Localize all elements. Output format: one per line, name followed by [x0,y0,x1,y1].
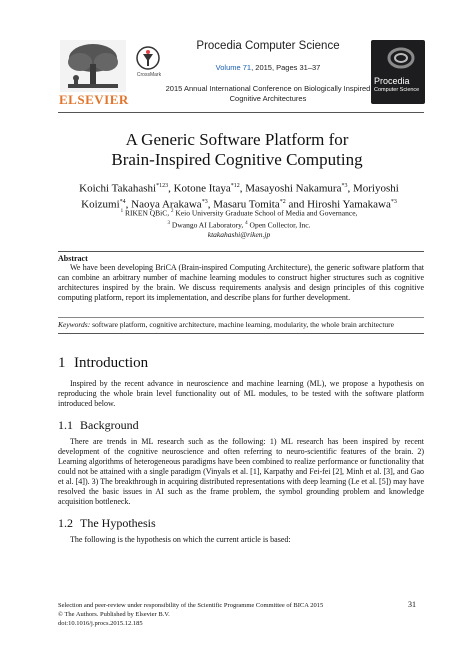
abstract-heading: Abstract [58,254,88,263]
journal-volume [168,63,368,72]
affiliation-sup: 2 [171,209,174,214]
abstract-bottom-rule [58,333,424,334]
footer-review-line: Selection and peer-review under responsibility of the Scientific Programme Committee of BICA 2015 [58,602,324,609]
cover-subtitle: Computer Science [374,87,420,93]
affiliation-text: Dwango AI Laboratory, [170,220,246,229]
background-paragraph: There are trends in ML research such as the following: 1) ML research has been inspired by recent development of the cognitive neuroscience and often referring to neuro-scientific features of the brain. 2) Learning algorithms of heterogeneous paradigms have been combined to realize performance or functionality that could not be attained with a single paradigm (Vinyals et al. [1], Karpathy and Fei-fei [2], Minh et al. [3], and Gao et al. [4]). 3) The breakthrough in acquiring distributed representations with deep learning (Le et al. [5]) may have resolved the basic issues in AI such as the frame problem, the symbol grounding problem and knowledge acquisition bottleneck. [58,437,424,506]
author-affiliation-sup: *3 [201,198,208,205]
cover-title: Procedia [374,76,410,86]
keywords-list: software platform, cognitive architecture, machine learning, modularity, the whole brain architecture [90,320,394,329]
affiliation-sup: 1 [120,209,124,214]
section-heading-background [58,418,139,433]
author-separator: and [285,198,308,211]
title-line-1: A Generic Software Platform for [125,130,349,149]
section-title: The Hypothesis [80,516,156,530]
affiliation-text: Open Collector, Inc. [247,220,311,229]
author-name: Naoya Arakawa [131,198,202,211]
publisher-name: ELSEVIER [59,92,129,107]
header-divider [58,112,424,113]
conference-line-2: Cognitive Architectures [229,94,307,103]
page-number: 31 [408,600,416,609]
author-name: Hiroshi Yamakawa [307,198,391,211]
author-email[interactable]: ktakahashi@riken.jp [207,230,271,239]
author-affiliation-sup: *3 [341,183,348,189]
affiliation-sup: 3 [167,220,171,226]
footer-doi[interactable]: doi:10.1016/j.procs.2015.12.185 [58,620,143,627]
affiliation-text: Keio University Graduate School of Media and Governance, [173,208,358,218]
author-affiliation-sup: *4 [119,198,126,205]
author-separator: , [168,182,174,195]
author-name: Koichi Takahashi [79,182,157,195]
footer-copyright-line: © The Authors. Published by Elsevier B.V. [58,611,170,618]
journal-cover [371,40,425,104]
affiliation-sup: 4 [245,220,248,226]
hypothesis-paragraph: The following is the hypothesis on which the current article is based: [70,535,291,544]
author-separator: , [347,182,353,195]
section-heading-hypothesis [58,516,156,531]
author-name: Masayoshi Nakamura [245,182,342,195]
section-title: Introduction [74,355,149,371]
section-title: Background [80,418,139,432]
author-name: Masaru Tomita [213,198,280,211]
introduction-paragraph: Inspired by the recent advance in neuroscience and machine learning (ML), we propose a hypothesis on reproducing the whole brain level functionality out of ML modules, to be tested with the software platform introduced below. [58,379,424,408]
author-affiliation-sup: *2 [279,198,286,205]
volume-link[interactable]: Volume 71 [215,63,252,72]
author-separator: , [239,182,246,195]
keywords [58,320,424,330]
affiliation-line-2 [58,219,420,231]
title-line-2: Brain-Inspired Cognitive Computing [111,150,363,169]
abstract-text: We have been developing BriCA (Brain-inspired Computing Architecture), the generic software platform that can combine an arbitrary number of machine learning modules to construct higher structures such as cognitive architectures inspired by the brain. We discuss requirements analysis and design principles of this cognitive computing platform, report its implementation, and describe plans for further development. [58,263,424,302]
author-affiliation-sup: *12 [230,183,240,189]
section-number: 1.1 [58,418,73,432]
page-footer [58,601,388,628]
author-affiliation-sup: *3 [390,198,397,205]
volume-pages: , 2015, Pages 31–37 [251,63,321,72]
affiliation-text: RIKEN QBiC, [123,208,171,218]
conference-line-1: 2015 Annual International Conference on Biologically Inspired [165,84,371,93]
crossmark-icon[interactable] [136,46,160,72]
abstract-top-rule [58,251,424,252]
conference-name [160,84,376,104]
abstract-mid-rule [58,317,424,318]
paper-title [60,130,414,170]
author-name: Kotone Itaya [173,182,231,195]
crossmark-label: CrossMark [136,72,162,78]
author-separator: , [125,198,132,211]
author-name: Moriyoshi Koizumi [81,182,399,211]
section-number: 1.2 [58,516,73,530]
journal-header [0,0,474,112]
section-heading-introduction [58,355,148,372]
author-affiliation-sup: *123 [156,183,169,189]
journal-name: Procedia Computer Science [196,40,340,52]
keywords-label: Keywords: [58,320,91,329]
section-number: 1 [58,355,66,371]
affiliation-line-1 [58,207,420,219]
affiliations [58,207,420,240]
procedia-swirl-icon [371,40,425,74]
author-separator: , [207,198,214,211]
